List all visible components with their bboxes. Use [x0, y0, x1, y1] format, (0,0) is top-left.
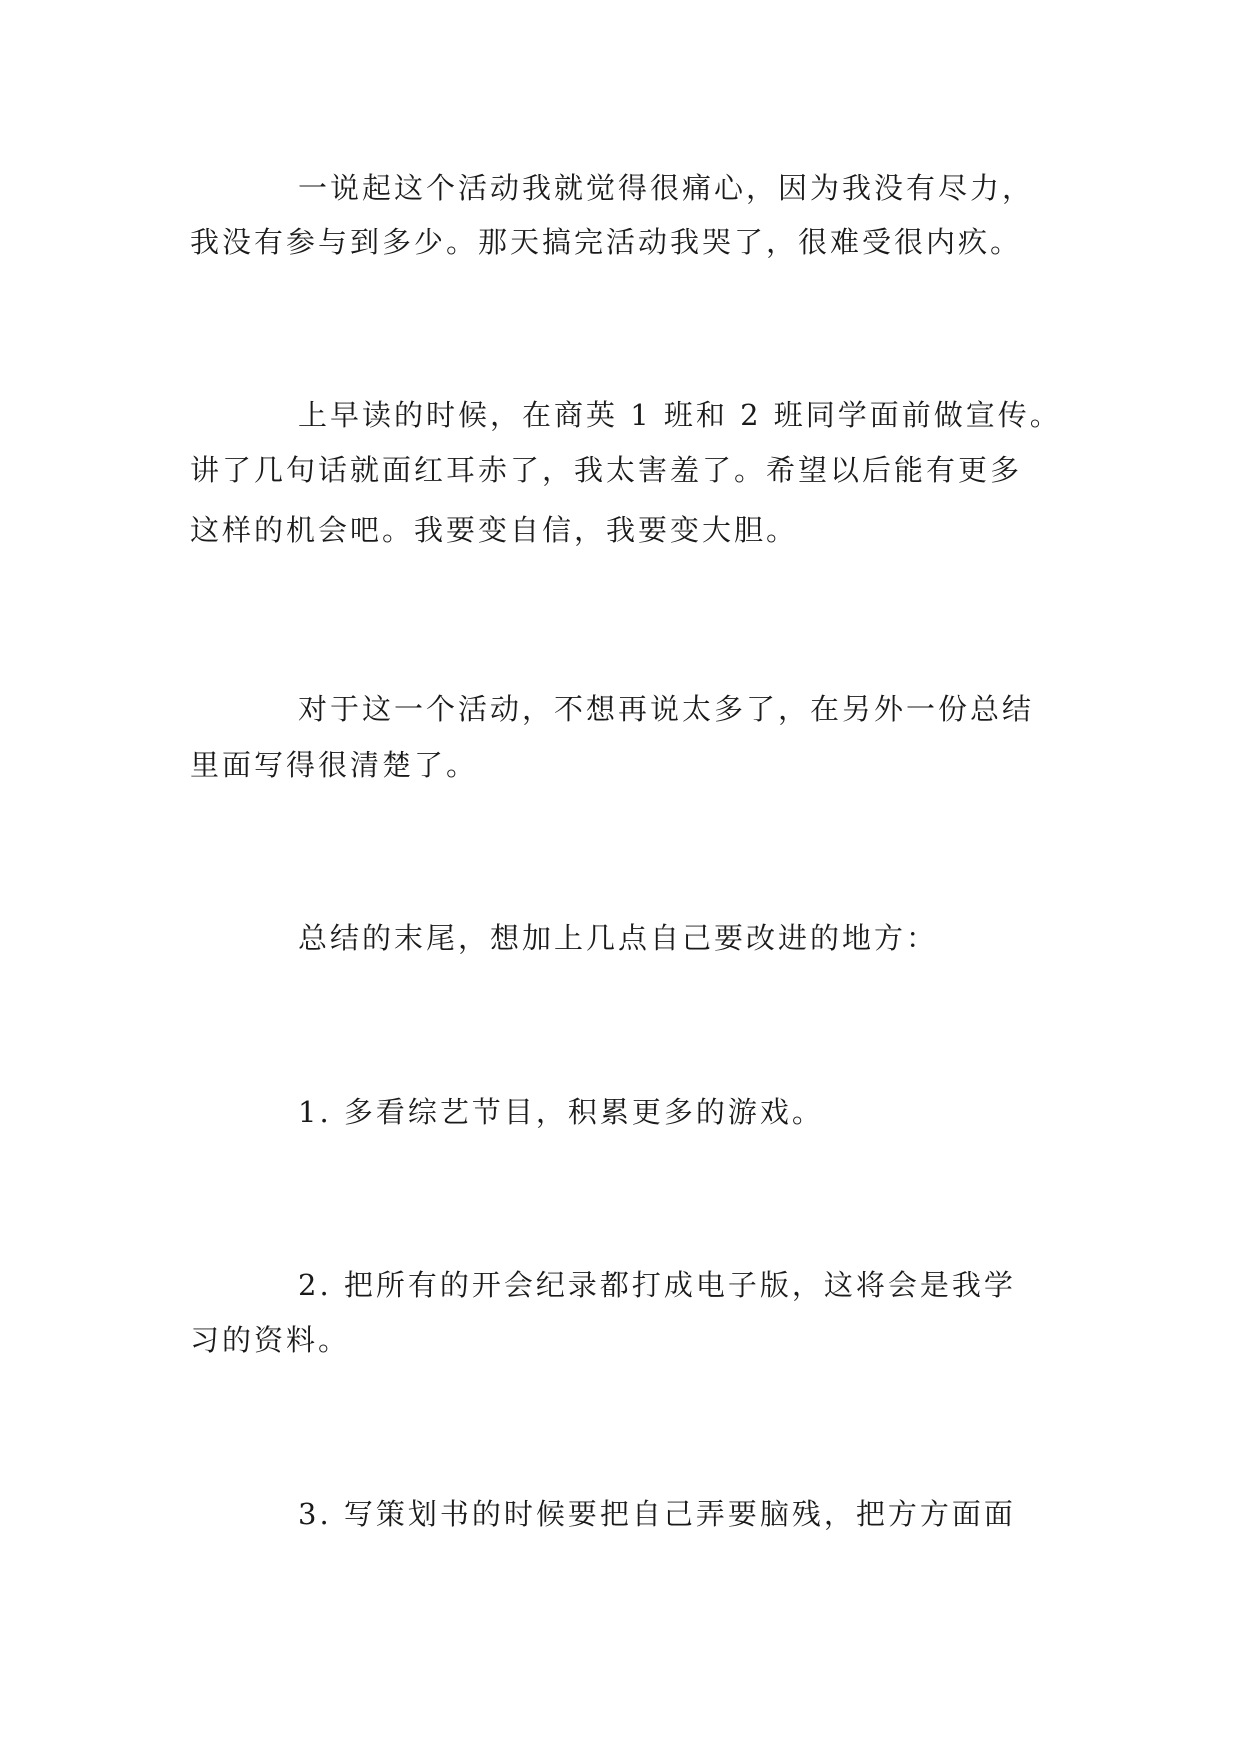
paragraph-2-line-1: 上早读的时候，在商英 1 班和 2 班同学面前做宣传。 — [298, 398, 1062, 432]
list-item-3-line-1: 3. 写策划书的时候要把自己弄要脑残，把方方面面 — [298, 1497, 1016, 1531]
paragraph-2-line-3: 这样的机会吧。我要变自信，我要变大胆。 — [190, 513, 799, 547]
list-item-1-line-1: 1. 多看综艺节目，积累更多的游戏。 — [298, 1095, 824, 1129]
paragraph-3-line-1: 对于这一个活动，不想再说太多了，在另外一份总结 — [298, 692, 1035, 726]
paragraph-3-line-2: 里面写得很清楚了。 — [190, 748, 479, 782]
paragraph-1-line-2: 我没有参与到多少。那天搞完活动我哭了，很难受很内疚。 — [190, 225, 1023, 259]
paragraph-2-line-2: 讲了几句话就面红耳赤了，我太害羞了。希望以后能有更多 — [190, 453, 1023, 487]
paragraph-1-line-1: 一说起这个活动我就觉得很痛心，因为我没有尽力， — [298, 171, 1035, 205]
list-item-2-line-1: 2. 把所有的开会纪录都打成电子版，这将会是我学 — [298, 1268, 1016, 1302]
paragraph-4-line-1: 总结的末尾，想加上几点自己要改进的地方： — [298, 921, 939, 955]
list-item-2-line-2: 习的资料。 — [190, 1323, 351, 1357]
